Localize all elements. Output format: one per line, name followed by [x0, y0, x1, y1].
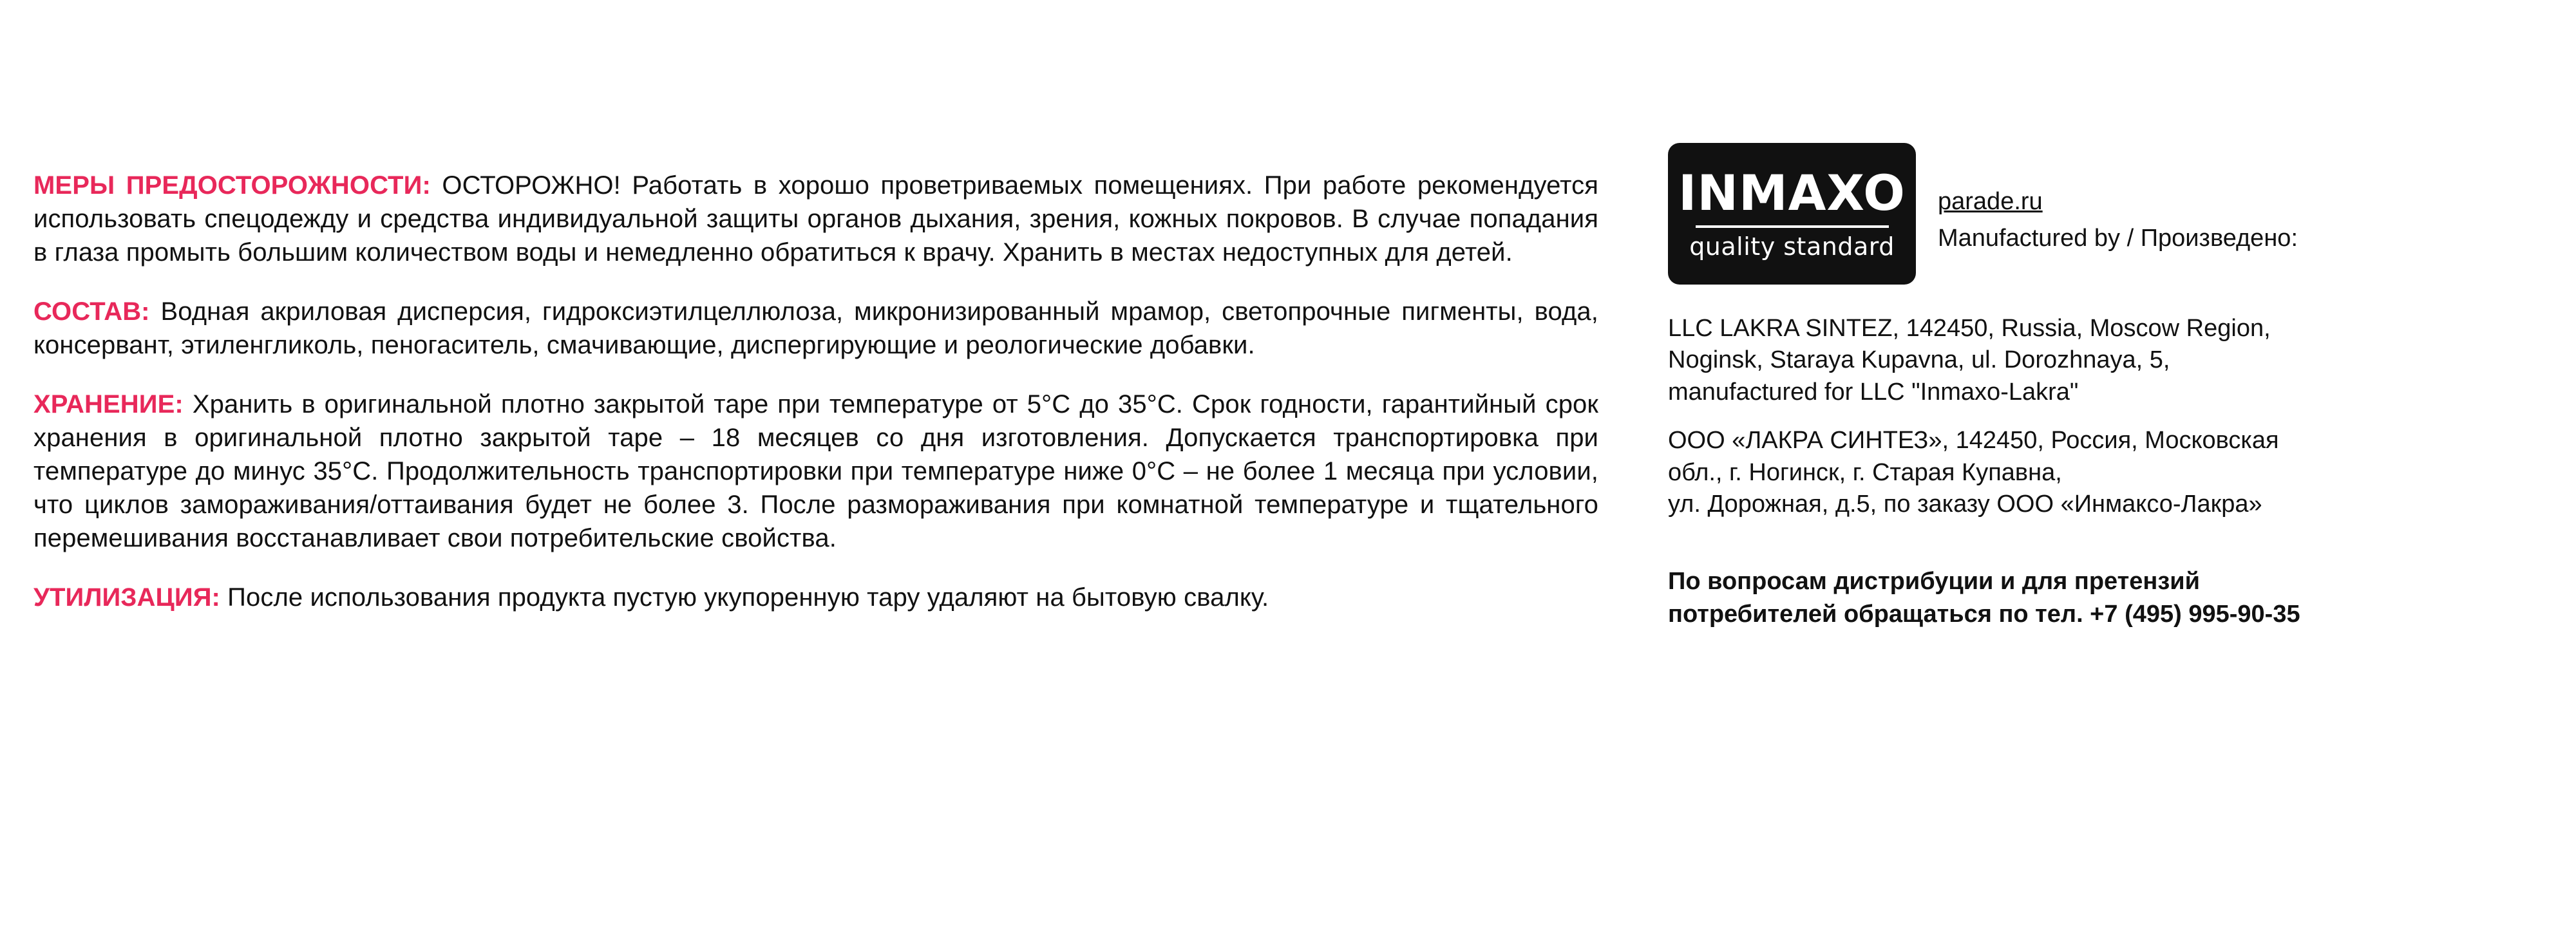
section-composition-paragraph	[33, 295, 1598, 362]
section-disposal	[33, 581, 1598, 614]
label-left-column	[33, 143, 1598, 640]
section-storage-text: Хранить в оригинальной плотно закрытой таре при температуре от 5°С до 35°С. Срок годности, гарантийный срок хранения в оригинальной плотно закрытой таре – 18 месяцев со дня изготовления. Допускается транспортировка при температуре до минус 35°С. Продолжительность транспортировки при температуре ниже 0°С – не более 1 месяца при условии, что циклов замораживания/оттаивания будет не более 3. После размораживания при комнатной температуре и тщательного перемешивания восстанавливает свои потребительские свойства.	[33, 390, 1598, 552]
label-right-column	[1668, 143, 2524, 630]
brand-tagline: quality standard	[1689, 232, 1895, 261]
brand-side-info	[1938, 143, 2298, 256]
website-link[interactable]: parade.ru	[1938, 188, 2043, 215]
manufactured-by-label: Manufactured by / Произведено:	[1938, 225, 2298, 252]
section-disposal-paragraph	[33, 581, 1598, 614]
section-disposal-lead: УТИЛИЗАЦИЯ:	[33, 583, 220, 612]
section-storage-lead: ХРАНЕНИЕ:	[33, 390, 184, 418]
section-precautions	[33, 169, 1598, 269]
section-precautions-text: ОСТОРОЖНО! Работать в хорошо проветриваемых помещениях. При работе рекомендуется использовать спецодежду и средства индивидуальной защиты органов дыхания, зрения, кожных покровов. В случае попадания в глаза промыть большим количеством воды и немедленно обратиться к врачу. Хранить в местах недоступных для детей.	[33, 171, 1598, 267]
manufacturer-en-line-2: Noginsk, Staraya Kupavna, ul. Dorozhnaya, 5,	[1668, 346, 2170, 374]
logo-divider	[1696, 225, 1889, 228]
section-composition-lead: СОСТАВ:	[33, 297, 150, 326]
manufacturer-address-en	[1668, 313, 2524, 408]
section-precautions-lead: МЕРЫ ПРЕДОСТОРОЖНОСТИ:	[33, 171, 431, 200]
contact-block	[1668, 565, 2524, 630]
manufacturer-ru-line-3: ул. Дорожная, д.5, по заказу ООО «Инмаксо-Лакра»	[1668, 490, 2262, 518]
inmaxo-logo	[1668, 143, 1916, 285]
manufacturer-en-line-3: manufactured for LLC "Inmaxo-Lakra"	[1668, 378, 2079, 406]
section-storage	[33, 388, 1598, 555]
section-composition-text: Водная акриловая дисперсия, гидроксиэтилцеллюлоза, микронизированный мрамор, светопрочные пигменты, вода, консервант, этиленгликоль, пеногаситель, смачивающие, диспергирующие и реологические добавки.	[33, 297, 1598, 359]
section-disposal-text: После использования продукта пустую укупоренную тару удаляют на бытовую свалку.	[220, 583, 1269, 612]
contact-line-1: По вопросам дистрибуции и для претензий	[1668, 568, 2200, 596]
contact-line-2: потребителей обращаться по тел. +7 (495) 995-90-35	[1668, 600, 2300, 628]
manufacturer-en-line-1: LLC LAKRA SINTEZ, 142450, Russia, Moscow Region,	[1668, 315, 2271, 342]
section-storage-paragraph	[33, 388, 1598, 555]
section-composition	[33, 295, 1598, 362]
section-precautions-paragraph	[33, 169, 1598, 269]
brand-name: INMAXO	[1678, 164, 1906, 221]
manufacturer-address-ru	[1668, 425, 2524, 520]
manufacturer-ru-line-1: ООО «ЛАКРА СИНТЕЗ», 142450, Россия, Московская	[1668, 427, 2279, 455]
brand-row	[1668, 143, 2524, 285]
manufacturer-ru-line-2: обл., г. Ногинск, г. Старая Купавна,	[1668, 458, 2062, 486]
